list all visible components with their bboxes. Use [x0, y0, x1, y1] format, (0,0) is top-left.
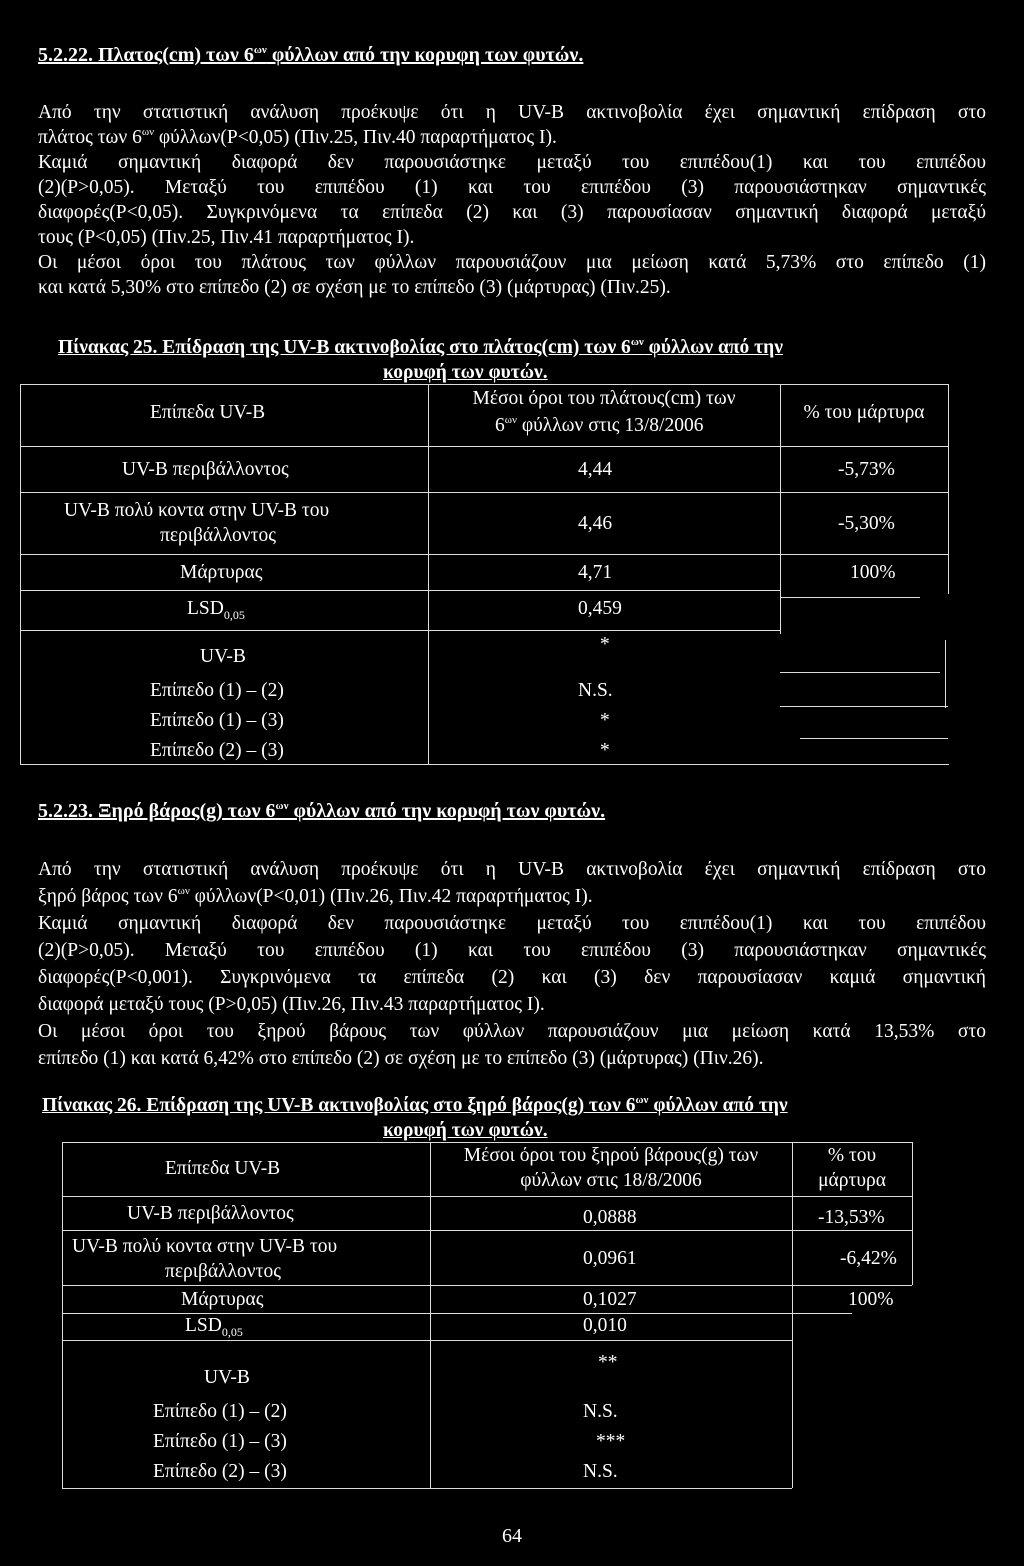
table-26-header-pct-cont: μάρτυρα	[818, 1170, 886, 1191]
section-heading-5-2-22: 5.2.22. Πλατος(cm) των $6^{\omega\nu}$ φύλλων από την κορυφη των φυτών.	[38, 44, 584, 66]
table-25-row-pct: -5,30%	[838, 513, 895, 534]
table-26-row-label: UV-B	[204, 1367, 250, 1388]
table-25-header-levels: Επίπεδα UV-B	[150, 402, 266, 423]
table-25-row-value: *	[600, 634, 610, 655]
table-25-row-pct: 100%	[850, 562, 896, 583]
table-26-row-label-cont: περιβάλλοντος	[165, 1261, 281, 1282]
table-26-row-pct: -13,53%	[818, 1207, 885, 1228]
table-26-row-value: N.S.	[583, 1461, 618, 1482]
table-25-row-label: Επίπεδο (1) – (2)	[150, 680, 284, 701]
table-26-row-label: $LSD_{0,05}$	[185, 1315, 243, 1339]
table-25-header-mean: Μέσοι όροι του πλάτους(cm) των	[472, 388, 736, 409]
table-26-row-value: 0,1027	[583, 1289, 637, 1310]
table-25-row-value: *	[600, 710, 610, 731]
table-26-row-label: Επίπεδο (1) – (2)	[153, 1401, 287, 1422]
table-25-row-label: UV-B πολύ κοντα στην UV-B του	[64, 500, 330, 521]
table-26-row-value: 0,010	[583, 1315, 627, 1336]
table-25-row-label-cont: περιβάλλοντος	[160, 525, 276, 546]
table-25-header-mean-cont: $6^{\omega\nu}$ φύλλων στις 13/8/2006	[495, 414, 704, 436]
table-25-row-label: $LSD_{0,05}$	[187, 598, 245, 622]
table-26-row-label: Μάρτυρας	[181, 1289, 264, 1310]
table-25-row-label: Επίπεδο (1) – (3)	[150, 710, 284, 731]
table-25-caption: Πίνακας 25. Επίδραση της UV-B ακτινοβολίας στο πλάτος(cm) των $6^{\omega\nu}$ φύλλων από την	[58, 336, 783, 358]
table-26-row-value: 0,0961	[583, 1248, 637, 1269]
table-25-row-value: 4,71	[578, 562, 613, 583]
table-26-row-value: **	[598, 1352, 618, 1373]
table-26-row-label: UV-B περιβάλλοντος	[127, 1203, 294, 1224]
table-26-row-value: N.S.	[583, 1401, 618, 1422]
table-25-row-pct: -5,73%	[838, 459, 895, 480]
table-26-caption-cont: κορυφή των φυτών.	[383, 1120, 548, 1141]
table-26-row-label: Επίπεδο (2) – (3)	[153, 1461, 287, 1482]
table-25-row-value: *	[600, 740, 610, 761]
table-25-row-label: UV-B περιβάλλοντος	[122, 459, 289, 480]
table-25-row-value: N.S.	[578, 680, 613, 701]
table-26-row-label: UV-B πολύ κοντα στην UV-B του	[72, 1236, 338, 1257]
table-25-row-value: 4,46	[578, 513, 613, 534]
table-25-row-label: Επίπεδο (2) – (3)	[150, 740, 284, 761]
table-25-row-value: 4,44	[578, 459, 613, 480]
table-25-caption-cont: κορυφή των φυτών.	[383, 362, 548, 383]
table-26-header-mean: Μέσοι όροι του ξηρού βάρους(g) των	[463, 1145, 759, 1166]
table-26-header-levels: Επίπεδα UV-B	[165, 1158, 281, 1179]
table-26-caption: Πίνακας 26. Επίδραση της UV-B ακτινοβολίας στο ξηρό βάρος(g) των $6^{\omega\nu}$ φύλλων από την	[42, 1094, 788, 1116]
section-5-2-23-paragraph: Από την στατιστική ανάλυση προέκυψε ότι η UV-B ακτινοβολία έχει σημαντική επίδραση στο ξηρό βάρος των $6^{\omega\nu}$ φύλλων(P<0,01) (Πιν.26, Πιν.42 παραρτήματος Ι). Καμιά σημαντική διαφορά δεν παρουσιάστηκε μεταξύ του επιπέδου(1) και του επιπέδου (2)(P>0,05). Μεταξύ του επιπέδου (1) και του επιπέδου (3) παρουσιάστηκαν σημαντικές διαφορές(P<0,001). Συγκρινόμενα τα επίπεδα (2) και (3) δεν παρουσίασαν καμιά σημαντική διαφορά μεταξύ τους (P>0,05) (Πιν.26, Πιν.43 παραρτήματος Ι). Οι μέσοι όροι του ξηρού βάρους των φύλλων παρουσιάζουν μια μείωση κατά 13,53% στο επίπεδο (1) και κατά 6,42% στο επίπεδο (2) σε σχέση με το επίπεδο (3) (μάρτυρας) (Πιν.26).	[38, 859, 986, 1069]
table-26-row-pct: 100%	[848, 1289, 894, 1310]
table-26-row-pct: -6,42%	[840, 1248, 897, 1269]
table-25-row-label: Μάρτυρας	[180, 562, 263, 583]
table-25-row-value: 0,459	[578, 598, 622, 619]
section-5-2-22-paragraph: Από την στατιστική ανάλυση προέκυψε ότι η UV-B ακτινοβολία έχει σημαντική επίδραση στο πλάτος των $6^{\omega\nu}$ φύλλων(P<0,05) (Πιν.25, Πιν.40 παραρτήματος Ι). Καμιά σημαντική διαφορά δεν παρουσιάστηκε μεταξύ του επιπέδου(1) και του επιπέδου (2)(P>0,05). Μεταξύ του επιπέδου (1) και του επιπέδου (3) παρουσιάστηκαν σημαντικές διαφορές(P<0,05). Συγκρινόμενα τα επίπεδα (2) και (3) παρουσίασαν σημαντική διαφορά μεταξύ τους (P<0,05) (Πιν.25, Πιν.41 παραρτήματος Ι). Οι μέσοι όροι του πλάτους των φύλλων παρουσιάζουν μια μείωση κατά 5,73% στο επίπεδο (1) και κατά 5,30% στο επίπεδο (2) σε σχέση με το επίπεδο (3) (μάρτυρας) (Πιν.25).	[38, 102, 986, 298]
table-26-row-value: ***	[596, 1431, 626, 1452]
table-25-header-pct: % του μάρτυρα	[803, 402, 925, 423]
table-26-row-value: 0,0888	[583, 1207, 637, 1228]
page-number: 64	[502, 1525, 522, 1547]
section-heading-5-2-23: 5.2.23. Ξηρό βάρος(g) των $6^{\omega\nu}$ φύλλων από την κορυφή των φυτών.	[38, 800, 606, 822]
table-26-header-pct: % του	[827, 1145, 877, 1166]
table-26-row-label: Επίπεδο (1) – (3)	[153, 1431, 287, 1452]
table-25-row-label: UV-B	[200, 646, 246, 667]
table-26-header-mean-cont: φύλλων στις 18/8/2006	[520, 1170, 702, 1191]
